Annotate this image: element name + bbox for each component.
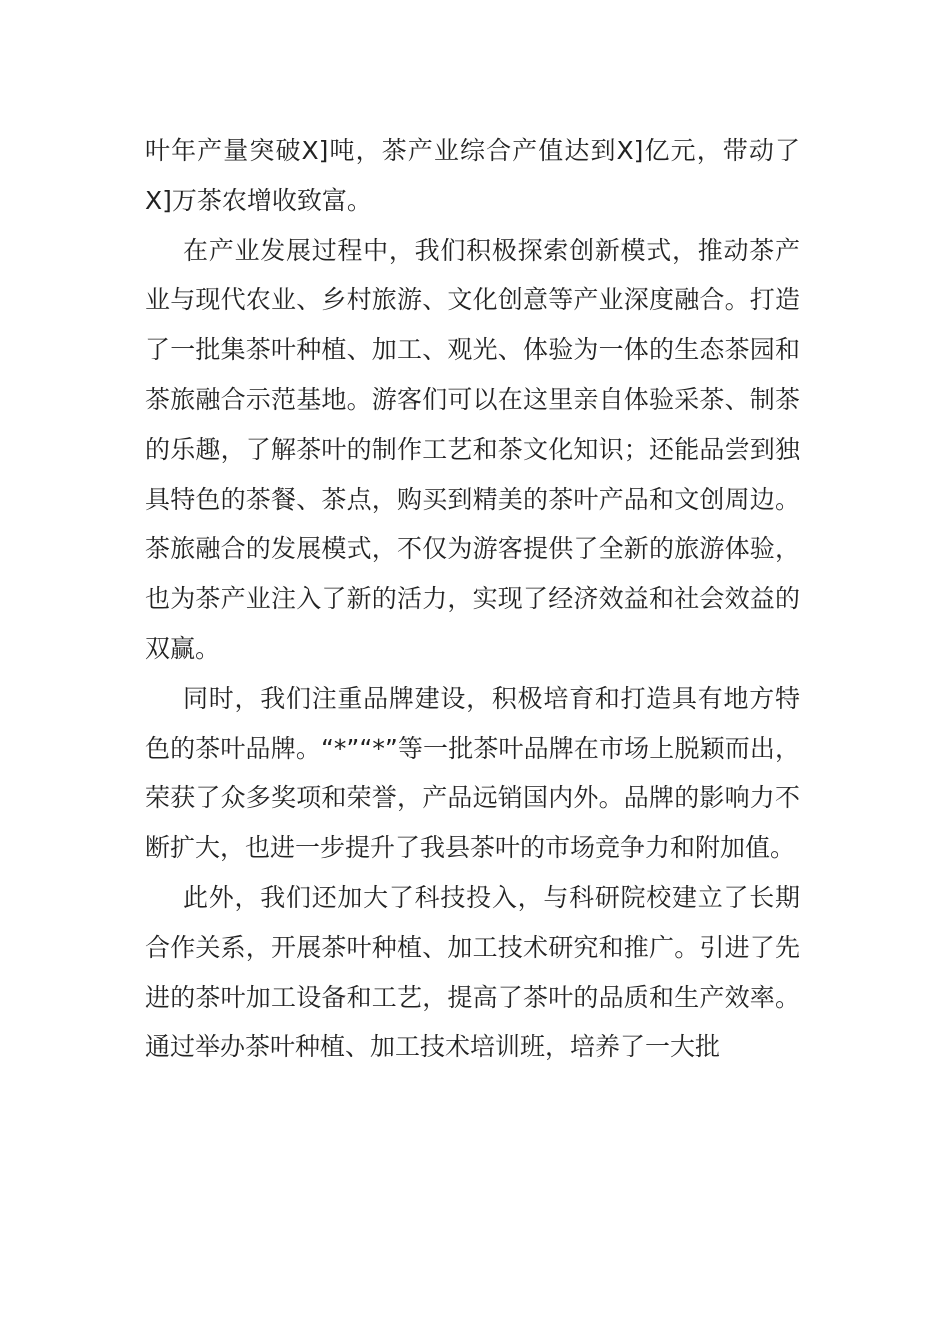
paragraph-brand-building: 同时，我们注重品牌建设，积极培育和打造具有地方特色的茶叶品牌。“*”“*”等一批茶叶品牌在市场上脱颖而出，荣获了众多奖项和荣誉，产品远销国内外。品牌的影响力不断扩大，也进一步提升了我县茶叶的市场竞争力和附加值。 (145, 683, 800, 863)
document-body (145, 126, 800, 1072)
paragraph-technology: 此外，我们还加大了科技投入，与科研院校建立了长期合作关系，开展茶叶种植、加工技术研究和推广。引进了先进的茶叶加工设备和工艺，提高了茶叶的品质和生产效率。通过举办茶叶种植、加工技术培训班，培养了一大批 (145, 882, 800, 1062)
paragraph-continuation: 叶年产量突破X]吨，茶产业综合产值达到X]亿元，带动了X]万茶农增收致富。 (145, 136, 800, 215)
paragraph-tea-tourism: 在产业发展过程中，我们积极探索创新模式，推动茶产业与现代农业、乡村旅游、文化创意等产业深度融合。打造了一批集茶叶种植、加工、观光、体验为一体的生态茶园和茶旅融合示范基地。游客们可以在这里亲自体验采茶、制茶的乐趣，了解茶叶的制作工艺和茶文化知识；还能品尝到独具特色的茶餐、茶点，购买到精美的茶叶产品和文创周边。茶旅融合的发展模式，不仅为游客提供了全新的旅游体验，也为茶产业注入了新的活力，实现了经济效益和社会效益的双赢。 (145, 235, 800, 663)
